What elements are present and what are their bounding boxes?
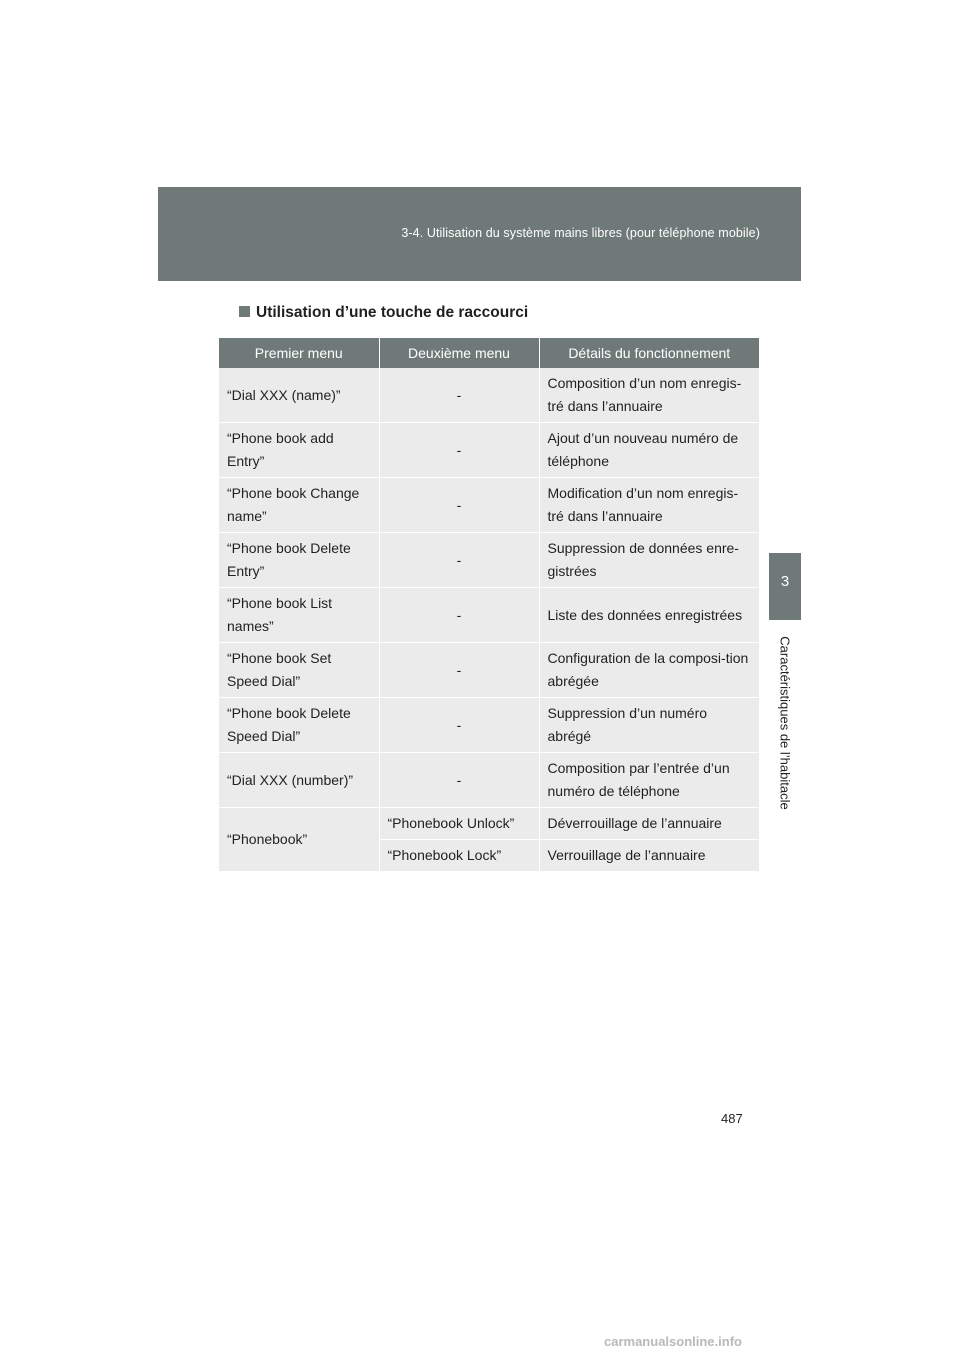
first-menu-cell: “Phone book Delete Speed Dial” bbox=[219, 698, 379, 753]
table-row bbox=[219, 753, 759, 808]
second-menu-cell: - bbox=[379, 588, 539, 643]
table-row bbox=[219, 368, 759, 423]
table-header-row bbox=[219, 338, 759, 368]
page-number: 487 bbox=[721, 1111, 743, 1126]
table-row bbox=[219, 423, 759, 478]
section-heading bbox=[239, 304, 528, 322]
table-row bbox=[219, 588, 759, 643]
details-cell: Composition par l’entrée d’un numéro de téléphone bbox=[539, 753, 759, 808]
details-cell: Liste des données enregistrées bbox=[539, 588, 759, 643]
table-row bbox=[219, 808, 759, 840]
first-menu-cell: “Phone book Change name” bbox=[219, 478, 379, 533]
details-cell: Composition d’un nom enregis-tré dans l’annuaire bbox=[539, 368, 759, 423]
header-details: Détails du fonctionnement bbox=[539, 338, 759, 368]
table-row bbox=[219, 643, 759, 698]
chapter-tab bbox=[769, 553, 801, 620]
details-cell: Suppression de données enre-gistrées bbox=[539, 533, 759, 588]
second-menu-cell: - bbox=[379, 753, 539, 808]
shortcut-menu-table bbox=[219, 338, 759, 872]
chapter-number: 3 bbox=[780, 573, 790, 590]
second-menu-cell: - bbox=[379, 698, 539, 753]
first-menu-cell: “Phonebook” bbox=[219, 808, 379, 872]
details-cell: Déverrouillage de l’annuaire bbox=[539, 808, 759, 840]
first-menu-cell: “Dial XXX (name)” bbox=[219, 368, 379, 423]
second-menu-cell: “Phonebook Unlock” bbox=[379, 808, 539, 840]
section-header-band bbox=[158, 187, 801, 281]
details-cell: Configuration de la composi-tion abrégée bbox=[539, 643, 759, 698]
second-menu-cell: - bbox=[379, 478, 539, 533]
details-cell: Suppression d’un numéro abrégé bbox=[539, 698, 759, 753]
details-cell: Verrouillage de l’annuaire bbox=[539, 840, 759, 872]
chapter-label: Caractéristiques de l’habitacle bbox=[777, 636, 793, 810]
second-menu-cell: “Phonebook Lock” bbox=[379, 840, 539, 872]
first-menu-cell: “Phone book add Entry” bbox=[219, 423, 379, 478]
second-menu-cell: - bbox=[379, 643, 539, 698]
first-menu-cell: “Phone book Delete Entry” bbox=[219, 533, 379, 588]
heading-text: Utilisation d’une touche de raccourci bbox=[256, 304, 529, 321]
first-menu-cell: “Phone book List names” bbox=[219, 588, 379, 643]
table-row bbox=[219, 478, 759, 533]
second-menu-cell: - bbox=[379, 423, 539, 478]
header-first-menu: Premier menu bbox=[219, 338, 379, 368]
header-second-menu: Deuxième menu bbox=[379, 338, 539, 368]
watermark: carmanualsonline.info bbox=[604, 1334, 742, 1349]
first-menu-cell: “Dial XXX (number)” bbox=[219, 753, 379, 808]
square-bullet-icon bbox=[239, 306, 250, 317]
first-menu-cell: “Phone book Set Speed Dial” bbox=[219, 643, 379, 698]
section-title: 3-4. Utilisation du système mains libres (pour téléphone mobile) bbox=[401, 226, 760, 240]
details-cell: Modification d’un nom enregis-tré dans l’annuaire bbox=[539, 478, 759, 533]
table-row bbox=[219, 698, 759, 753]
second-menu-cell: - bbox=[379, 533, 539, 588]
details-cell: Ajout d’un nouveau numéro de téléphone bbox=[539, 423, 759, 478]
second-menu-cell: - bbox=[379, 368, 539, 423]
table-row bbox=[219, 533, 759, 588]
